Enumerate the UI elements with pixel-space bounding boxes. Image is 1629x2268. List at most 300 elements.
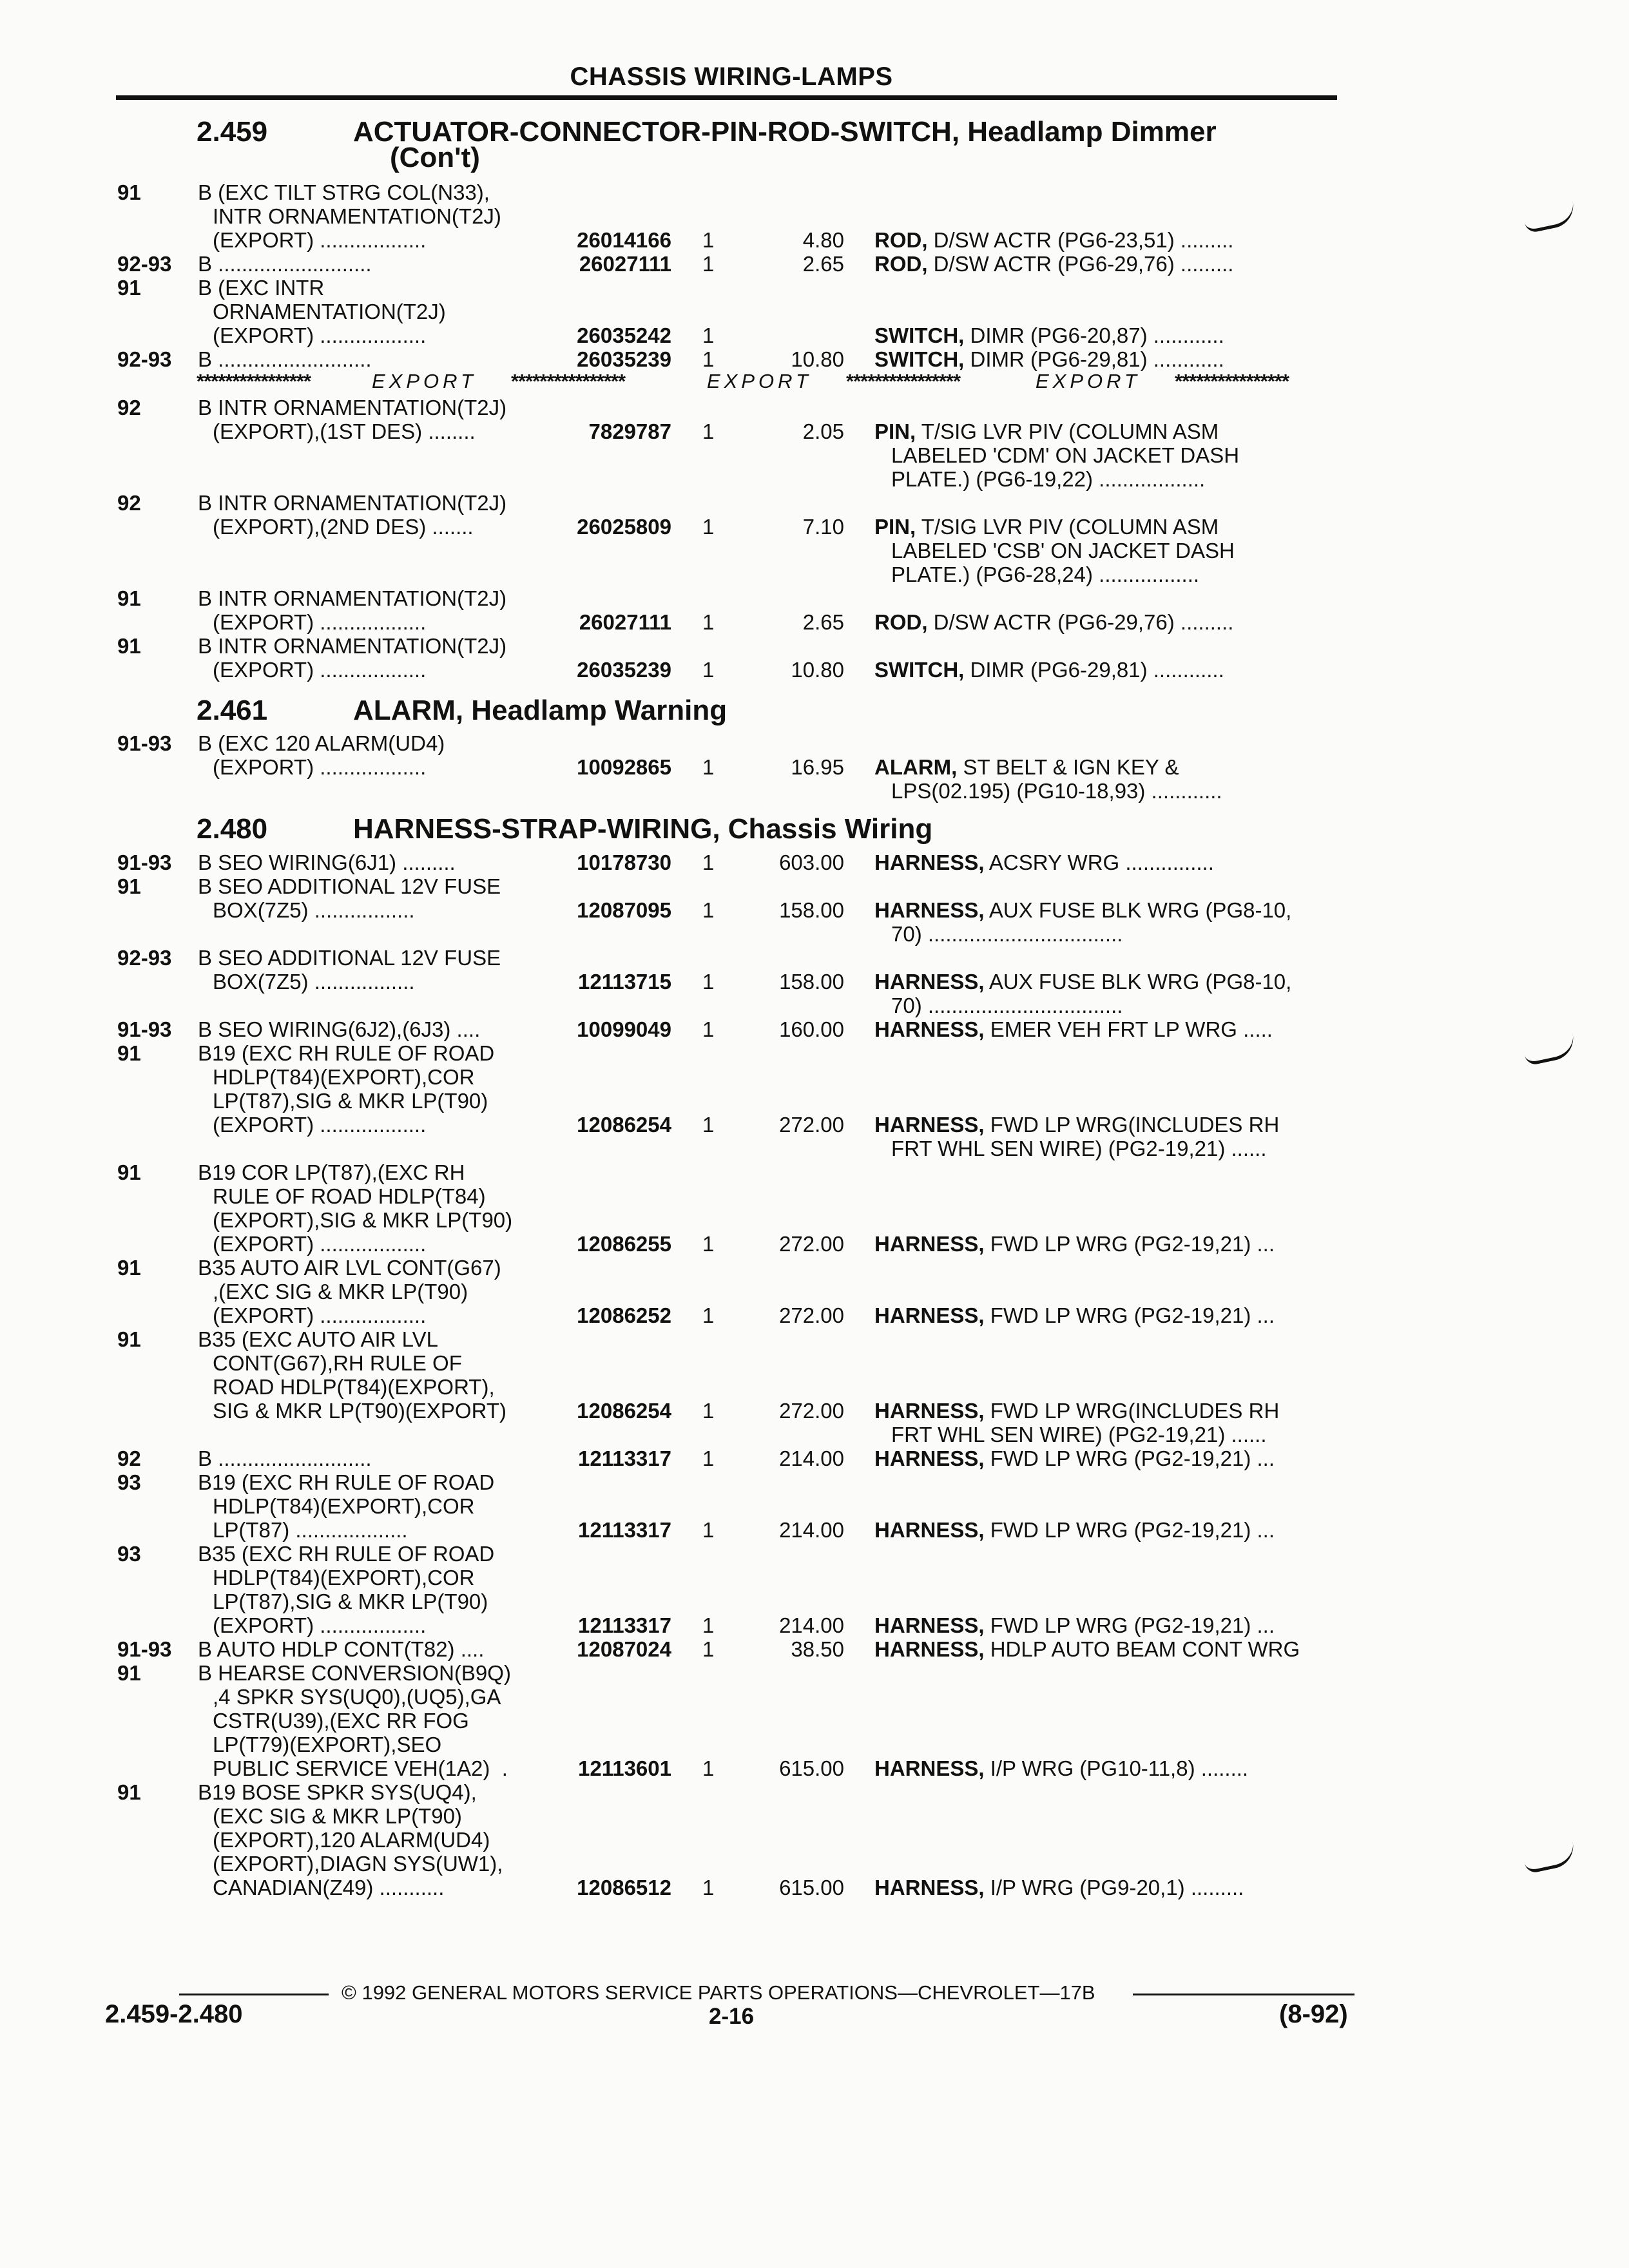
part-name-detail: DIMR (PG6-29,81) ............ bbox=[964, 658, 1224, 682]
part-name bbox=[874, 1876, 1244, 1900]
usage-description: ROAD HDLP(T84)(EXPORT), bbox=[213, 1375, 495, 1399]
price: 214.00 bbox=[779, 1518, 844, 1542]
part-name-detail: FRT WHL SEN WIRE) (PG2-19,21) ...... bbox=[891, 1137, 1267, 1160]
list-item bbox=[0, 467, 1629, 492]
part-name bbox=[874, 1303, 1275, 1328]
part-name bbox=[891, 562, 1199, 587]
list-item bbox=[0, 515, 1629, 539]
model-year: 92-93 bbox=[117, 946, 172, 970]
footer-copyright: © 1992 GENERAL MOTORS SERVICE PARTS OPERATIONS—CHEVROLET—17B bbox=[342, 1981, 1095, 2004]
usage-description: (EXC SIG & MKR LP(T90) bbox=[213, 1804, 462, 1828]
price: 2.05 bbox=[802, 419, 844, 443]
usage-description: B19 BOSE SPKR SYS(UQ4), bbox=[198, 1780, 477, 1804]
usage-description: LP(T87),SIG & MKR LP(T90) bbox=[213, 1089, 488, 1113]
quantity: 1 bbox=[702, 755, 715, 779]
part-number: 12086254 bbox=[577, 1113, 671, 1137]
part-number: 26035239 bbox=[577, 347, 671, 371]
usage-description: B35 AUTO AIR LVL CONT(G67) bbox=[198, 1256, 501, 1280]
quantity: 1 bbox=[702, 1637, 715, 1661]
quantity: 1 bbox=[702, 419, 715, 443]
model-year: 92 bbox=[117, 491, 141, 515]
list-item bbox=[0, 1709, 1629, 1733]
part-name-detail: FWD LP WRG (PG2-19,21) ... bbox=[984, 1446, 1275, 1470]
part-name-detail: AUX FUSE BLK WRG (PG8-10, bbox=[984, 970, 1292, 994]
part-name-detail: LABELED 'CDM' ON JACKET DASH bbox=[891, 443, 1240, 467]
usage-description: B AUTO HDLP CONT(T82) .... bbox=[198, 1637, 485, 1661]
part-name bbox=[874, 658, 1224, 682]
list-item bbox=[0, 1303, 1629, 1328]
part-name-detail: T/SIG LVR PIV (COLUMN ASM bbox=[916, 419, 1219, 443]
price: 160.00 bbox=[779, 1017, 844, 1041]
usage-description: (EXPORT),DIAGN SYS(UW1), bbox=[213, 1852, 503, 1876]
usage-description: B SEO ADDITIONAL 12V FUSE bbox=[198, 946, 501, 970]
usage-description: ,(EXC SIG & MKR LP(T90) bbox=[213, 1280, 468, 1303]
price: 615.00 bbox=[779, 1756, 844, 1780]
usage-description: CSTR(U39),(EXC RR FOG bbox=[213, 1709, 469, 1733]
model-year: 91 bbox=[117, 180, 141, 204]
model-year: 92-93 bbox=[117, 252, 172, 276]
model-year: 91-93 bbox=[117, 1637, 172, 1661]
part-name-keyword: HARNESS, bbox=[874, 1613, 985, 1637]
part-name-keyword: HARNESS, bbox=[874, 1446, 985, 1470]
list-item bbox=[0, 1780, 1629, 1805]
list-item bbox=[0, 1852, 1629, 1876]
model-year: 91 bbox=[117, 1661, 141, 1685]
list-item bbox=[0, 252, 1629, 276]
usage-description: B19 COR LP(T87),(EXC RH bbox=[198, 1160, 465, 1184]
usage-description: B (EXC TILT STRG COL(N33), bbox=[198, 180, 490, 204]
model-year: 91 bbox=[117, 1160, 141, 1184]
part-name bbox=[874, 1113, 1279, 1137]
model-year: 91-93 bbox=[117, 731, 172, 755]
part-number: 10178730 bbox=[577, 850, 671, 874]
list-item bbox=[0, 443, 1629, 468]
quantity: 1 bbox=[702, 898, 715, 922]
part-name bbox=[874, 610, 1233, 635]
list-item bbox=[0, 1542, 1629, 1566]
part-name bbox=[891, 1137, 1267, 1161]
part-name bbox=[874, 1518, 1275, 1542]
list-item bbox=[0, 946, 1629, 970]
part-name-keyword: ROD, bbox=[874, 252, 928, 276]
usage-description: (EXPORT),(2ND DES) ....... bbox=[213, 515, 474, 539]
section-number: 2.480 bbox=[197, 813, 268, 845]
part-name-keyword: SWITCH, bbox=[874, 347, 965, 371]
usage-description: B19 (EXC RH RULE OF ROAD bbox=[198, 1470, 495, 1494]
list-item bbox=[0, 1017, 1629, 1042]
part-name bbox=[874, 1637, 1300, 1662]
usage-description: ,4 SPKR SYS(UQ0),(UQ5),GA bbox=[213, 1685, 501, 1709]
list-item bbox=[0, 1160, 1629, 1185]
list-item bbox=[0, 1423, 1629, 1447]
export-label: EXPORT bbox=[372, 370, 477, 392]
part-name-keyword: HARNESS, bbox=[874, 898, 985, 922]
quantity: 1 bbox=[702, 252, 715, 276]
list-item bbox=[0, 491, 1629, 515]
model-year: 92-93 bbox=[117, 347, 172, 371]
list-item bbox=[0, 1065, 1629, 1090]
usage-description: SIG & MKR LP(T90)(EXPORT) bbox=[213, 1399, 506, 1423]
usage-description: (EXPORT),(1ST DES) ........ bbox=[213, 419, 476, 443]
part-name-detail: D/SW ACTR (PG6-29,76) ......... bbox=[927, 252, 1234, 276]
part-number: 10092865 bbox=[577, 755, 671, 779]
usage-description: CANADIAN(Z49) ........... bbox=[213, 1876, 445, 1899]
usage-description: B19 (EXC RH RULE OF ROAD bbox=[198, 1041, 495, 1065]
list-item bbox=[0, 204, 1629, 229]
list-item bbox=[0, 1876, 1629, 1900]
list-item bbox=[0, 1208, 1629, 1233]
usage-description: B INTR ORNAMENTATION(T2J) bbox=[198, 586, 507, 610]
usage-description: (EXPORT) .................. bbox=[213, 1613, 427, 1637]
list-item bbox=[0, 1518, 1629, 1542]
quantity: 1 bbox=[702, 1399, 715, 1423]
part-name-detail: D/SW ACTR (PG6-29,76) ......... bbox=[927, 610, 1234, 634]
usage-description: BOX(7Z5) ................. bbox=[213, 970, 415, 994]
quantity: 1 bbox=[702, 228, 715, 252]
list-item bbox=[0, 898, 1629, 923]
part-name bbox=[874, 1756, 1248, 1781]
usage-description: (EXPORT) .................. bbox=[213, 1232, 427, 1256]
part-name-detail: FRT WHL SEN WIRE) (PG2-19,21) ...... bbox=[891, 1423, 1267, 1446]
export-divider bbox=[197, 369, 1340, 394]
list-item bbox=[0, 755, 1629, 780]
usage-description: B SEO WIRING(6J1) ......... bbox=[198, 850, 456, 874]
usage-description: HDLP(T84)(EXPORT),COR bbox=[213, 1566, 475, 1590]
usage-description: (EXPORT) .................. bbox=[213, 658, 427, 682]
part-name-detail: DIMR (PG6-29,81) ............ bbox=[964, 347, 1224, 371]
price: 615.00 bbox=[779, 1876, 844, 1899]
part-name-detail: PLATE.) (PG6-19,22) .................. bbox=[891, 467, 1206, 491]
quantity: 1 bbox=[702, 1113, 715, 1137]
price: 16.95 bbox=[791, 755, 844, 779]
part-name-keyword: HARNESS, bbox=[874, 1637, 985, 1661]
export-stars: **************** bbox=[197, 370, 311, 392]
part-name-keyword: HARNESS, bbox=[874, 970, 985, 994]
list-item bbox=[0, 610, 1629, 635]
part-name-detail: LABELED 'CSB' ON JACKET DASH bbox=[891, 539, 1235, 562]
list-item bbox=[0, 1399, 1629, 1423]
price: 272.00 bbox=[779, 1113, 844, 1137]
part-name-detail: 70) ................................. bbox=[891, 994, 1123, 1017]
list-item bbox=[0, 586, 1629, 611]
list-item bbox=[0, 276, 1629, 300]
part-name bbox=[874, 515, 1219, 539]
list-item bbox=[0, 634, 1629, 658]
quantity: 1 bbox=[702, 658, 715, 682]
part-name-keyword: SWITCH, bbox=[874, 658, 965, 682]
export-label: EXPORT bbox=[707, 370, 812, 392]
section-number: 2.461 bbox=[197, 695, 268, 726]
list-item bbox=[0, 347, 1629, 372]
part-name-detail: AUX FUSE BLK WRG (PG8-10, bbox=[984, 898, 1292, 922]
part-name-keyword: ROD, bbox=[874, 610, 928, 634]
list-item bbox=[0, 850, 1629, 875]
part-number: 7829787 bbox=[588, 419, 671, 443]
part-number: 12113317 bbox=[577, 1446, 671, 1470]
part-name-detail: FWD LP WRG (PG2-19,21) ... bbox=[984, 1613, 1275, 1637]
model-year: 92 bbox=[117, 396, 141, 419]
quantity: 1 bbox=[702, 515, 715, 539]
part-name bbox=[891, 467, 1205, 492]
list-item bbox=[0, 539, 1629, 563]
list-item bbox=[0, 1089, 1629, 1113]
export-stars: **************** bbox=[1175, 370, 1289, 392]
part-name bbox=[874, 252, 1233, 276]
footer-page-number: 2-16 bbox=[709, 2004, 755, 2029]
usage-description: B35 (EXC AUTO AIR LVL bbox=[198, 1327, 438, 1351]
list-item bbox=[0, 323, 1629, 348]
usage-description: B .......................... bbox=[198, 1446, 372, 1470]
part-name bbox=[874, 1446, 1275, 1471]
part-name-keyword: HARNESS, bbox=[874, 1303, 985, 1327]
list-item bbox=[0, 922, 1629, 947]
part-name-detail: FWD LP WRG (PG2-19,21) ... bbox=[984, 1303, 1275, 1327]
export-label: EXPORT bbox=[1036, 370, 1141, 392]
page-header-title: CHASSIS WIRING-LAMPS bbox=[570, 62, 893, 91]
price: 10.80 bbox=[791, 347, 844, 371]
model-year: 91 bbox=[117, 1327, 141, 1351]
part-number: 26025809 bbox=[577, 515, 671, 539]
quantity: 1 bbox=[702, 323, 715, 347]
model-year: 91 bbox=[117, 1041, 141, 1065]
list-item bbox=[0, 1828, 1629, 1852]
list-item bbox=[0, 1685, 1629, 1709]
model-year: 91 bbox=[117, 1256, 141, 1280]
quantity: 1 bbox=[702, 850, 715, 874]
price: 10.80 bbox=[791, 658, 844, 682]
list-item bbox=[0, 1566, 1629, 1590]
model-year: 93 bbox=[117, 1470, 141, 1494]
usage-description: B INTR ORNAMENTATION(T2J) bbox=[198, 396, 507, 419]
list-item bbox=[0, 970, 1629, 994]
list-item bbox=[0, 1256, 1629, 1280]
list-item bbox=[0, 1494, 1629, 1519]
part-number: 10099049 bbox=[577, 1017, 671, 1041]
usage-description: B INTR ORNAMENTATION(T2J) bbox=[198, 634, 507, 658]
part-name-detail: LPS(02.195) (PG10-18,93) ............ bbox=[891, 779, 1222, 803]
list-item bbox=[0, 1113, 1629, 1137]
list-item bbox=[0, 300, 1629, 324]
usage-description: HDLP(T84)(EXPORT),COR bbox=[213, 1494, 475, 1518]
quantity: 1 bbox=[702, 347, 715, 371]
list-item bbox=[0, 1137, 1629, 1161]
part-name-detail: FWD LP WRG (PG2-19,21) ... bbox=[984, 1518, 1275, 1542]
list-item bbox=[0, 1804, 1629, 1829]
model-year: 91 bbox=[117, 1780, 141, 1804]
part-name-detail: EMER VEH FRT LP WRG ..... bbox=[984, 1017, 1273, 1041]
usage-description: (EXPORT) .................. bbox=[213, 755, 427, 779]
price: 4.80 bbox=[802, 228, 844, 252]
part-name-detail: FWD LP WRG(INCLUDES RH bbox=[984, 1399, 1280, 1423]
part-name-detail: I/P WRG (PG9-20,1) ......... bbox=[984, 1876, 1244, 1899]
part-name bbox=[874, 1232, 1275, 1256]
usage-description: CONT(G67),RH RULE OF bbox=[213, 1351, 462, 1375]
price: 7.10 bbox=[802, 515, 844, 539]
part-name bbox=[874, 323, 1224, 348]
list-item bbox=[0, 180, 1629, 205]
part-name-keyword: PIN, bbox=[874, 515, 916, 539]
part-name bbox=[874, 1017, 1273, 1042]
part-name bbox=[874, 755, 1179, 780]
part-name-keyword: HARNESS, bbox=[874, 1756, 985, 1780]
usage-description: RULE OF ROAD HDLP(T84) bbox=[213, 1184, 486, 1208]
quantity: 1 bbox=[702, 1303, 715, 1327]
part-number: 26035239 bbox=[577, 658, 671, 682]
header-rule bbox=[116, 95, 1337, 100]
price: 214.00 bbox=[779, 1613, 844, 1637]
price: 158.00 bbox=[779, 898, 844, 922]
part-number: 12086512 bbox=[577, 1876, 671, 1899]
usage-description: (EXPORT) .................. bbox=[213, 228, 427, 252]
part-number: 12113317 bbox=[577, 1518, 671, 1542]
section-title-continued: (Con't) bbox=[390, 142, 480, 173]
part-name-detail: PLATE.) (PG6-28,24) ................. bbox=[891, 562, 1200, 586]
list-item bbox=[0, 1733, 1629, 1757]
model-year: 91 bbox=[117, 586, 141, 610]
model-year: 91-93 bbox=[117, 1017, 172, 1041]
part-name-keyword: HARNESS, bbox=[874, 1232, 985, 1256]
section-title: ACTUATOR-CONNECTOR-PIN-ROD-SWITCH, Headlamp Dimmer bbox=[353, 116, 1217, 148]
usage-description: B HEARSE CONVERSION(B9Q) bbox=[198, 1661, 511, 1685]
part-name bbox=[874, 1399, 1279, 1423]
part-number: 12086254 bbox=[577, 1399, 671, 1423]
part-number: 12086255 bbox=[577, 1232, 671, 1256]
usage-description: B35 (EXC RH RULE OF ROAD bbox=[198, 1542, 495, 1566]
usage-description: BOX(7Z5) ................. bbox=[213, 898, 415, 922]
price: 214.00 bbox=[779, 1446, 844, 1470]
usage-description: ORNAMENTATION(T2J) bbox=[213, 300, 446, 323]
section-number: 2.459 bbox=[197, 116, 268, 148]
part-name bbox=[874, 228, 1233, 253]
quantity: 1 bbox=[702, 1613, 715, 1637]
part-name-detail: T/SIG LVR PIV (COLUMN ASM bbox=[916, 515, 1219, 539]
part-name bbox=[874, 898, 1291, 923]
part-number: 12087095 bbox=[577, 898, 671, 922]
list-item bbox=[0, 562, 1629, 587]
part-number: 26027111 bbox=[579, 252, 671, 276]
list-item bbox=[0, 396, 1629, 420]
quantity: 1 bbox=[702, 1756, 715, 1780]
part-name-detail: I/P WRG (PG10-11,8) ........ bbox=[984, 1756, 1249, 1780]
usage-description: B SEO ADDITIONAL 12V FUSE bbox=[198, 874, 501, 898]
section-title: HARNESS-STRAP-WIRING, Chassis Wiring bbox=[353, 813, 933, 845]
list-item bbox=[0, 1351, 1629, 1376]
part-number: 26027111 bbox=[579, 610, 671, 634]
part-number: 26035242 bbox=[577, 323, 671, 347]
usage-description: (EXPORT) .................. bbox=[213, 323, 427, 347]
part-name-detail: D/SW ACTR (PG6-23,51) ......... bbox=[927, 228, 1234, 252]
part-name-keyword: ALARM, bbox=[874, 755, 958, 779]
list-item bbox=[0, 994, 1629, 1018]
price: 272.00 bbox=[779, 1232, 844, 1256]
export-stars: **************** bbox=[846, 370, 961, 392]
list-item bbox=[0, 1375, 1629, 1399]
model-year: 91 bbox=[117, 276, 141, 300]
list-item bbox=[0, 658, 1629, 682]
model-year: 91 bbox=[117, 874, 141, 898]
part-number: 12113601 bbox=[577, 1756, 671, 1780]
part-name-keyword: HARNESS, bbox=[874, 1518, 985, 1542]
quantity: 1 bbox=[702, 610, 715, 634]
part-name bbox=[874, 1613, 1275, 1638]
usage-description: B (EXC INTR bbox=[198, 276, 325, 300]
usage-description: INTR ORNAMENTATION(T2J) bbox=[213, 204, 501, 228]
section-title: ALARM, Headlamp Warning bbox=[353, 695, 728, 726]
usage-description: B INTR ORNAMENTATION(T2J) bbox=[198, 491, 507, 515]
usage-description: (EXPORT),SIG & MKR LP(T90) bbox=[213, 1208, 513, 1232]
part-name bbox=[874, 970, 1291, 994]
part-number: 12113317 bbox=[577, 1613, 671, 1637]
model-year: 93 bbox=[117, 1542, 141, 1566]
list-item bbox=[0, 1280, 1629, 1304]
quantity: 1 bbox=[702, 1876, 715, 1899]
usage-description: (EXPORT) .................. bbox=[213, 1303, 427, 1327]
part-name bbox=[891, 922, 1123, 947]
usage-description: LP(T87) ................... bbox=[213, 1518, 408, 1542]
list-item bbox=[0, 1041, 1629, 1066]
usage-description: LP(T87),SIG & MKR LP(T90) bbox=[213, 1590, 488, 1613]
list-item bbox=[0, 1613, 1629, 1638]
quantity: 1 bbox=[702, 1518, 715, 1542]
list-item bbox=[0, 1184, 1629, 1209]
part-name-keyword: HARNESS, bbox=[874, 1113, 985, 1137]
price: 38.50 bbox=[791, 1637, 844, 1661]
part-name bbox=[891, 1423, 1267, 1447]
price: 2.65 bbox=[802, 252, 844, 276]
usage-description: PUBLIC SERVICE VEH(1A2) . bbox=[213, 1756, 508, 1780]
part-name-detail: FWD LP WRG(INCLUDES RH bbox=[984, 1113, 1280, 1137]
list-item bbox=[0, 874, 1629, 899]
part-name-detail: 70) ................................. bbox=[891, 922, 1123, 946]
model-year: 91 bbox=[117, 634, 141, 658]
model-year: 92 bbox=[117, 1446, 141, 1470]
export-stars: **************** bbox=[511, 370, 626, 392]
quantity: 1 bbox=[702, 1232, 715, 1256]
part-name bbox=[891, 443, 1239, 468]
list-item bbox=[0, 1470, 1629, 1495]
part-name-detail: DIMR (PG6-20,87) ............ bbox=[964, 323, 1224, 347]
part-name-keyword: HARNESS, bbox=[874, 850, 985, 874]
part-number: 12087024 bbox=[577, 1637, 671, 1661]
part-number: 26014166 bbox=[577, 228, 671, 252]
part-name-keyword: HARNESS, bbox=[874, 1017, 985, 1041]
part-name bbox=[874, 850, 1214, 875]
part-name bbox=[874, 419, 1219, 444]
part-name-keyword: SWITCH, bbox=[874, 323, 965, 347]
quantity: 1 bbox=[702, 970, 715, 994]
list-item bbox=[0, 1446, 1629, 1471]
usage-description: HDLP(T84)(EXPORT),COR bbox=[213, 1065, 475, 1089]
price: 272.00 bbox=[779, 1303, 844, 1327]
part-number: 12113715 bbox=[577, 970, 671, 994]
usage-description: LP(T79)(EXPORT),SEO bbox=[213, 1733, 442, 1756]
price: 272.00 bbox=[779, 1399, 844, 1423]
part-name-keyword: HARNESS, bbox=[874, 1876, 985, 1899]
price: 158.00 bbox=[779, 970, 844, 994]
part-name-detail: ST BELT & IGN KEY & bbox=[957, 755, 1179, 779]
quantity: 1 bbox=[702, 1446, 715, 1470]
list-item bbox=[0, 1637, 1629, 1662]
list-item bbox=[0, 1661, 1629, 1686]
part-name-keyword: PIN, bbox=[874, 419, 916, 443]
usage-description: B .......................... bbox=[198, 252, 372, 276]
footer-section-range: 2.459-2.480 bbox=[105, 2000, 243, 2028]
part-name-detail: ACSRY WRG ............... bbox=[984, 850, 1214, 874]
price: 603.00 bbox=[779, 850, 844, 874]
price: 2.65 bbox=[802, 610, 844, 634]
part-name bbox=[891, 539, 1235, 563]
part-name-detail: HDLP AUTO BEAM CONT WRG bbox=[984, 1637, 1300, 1661]
